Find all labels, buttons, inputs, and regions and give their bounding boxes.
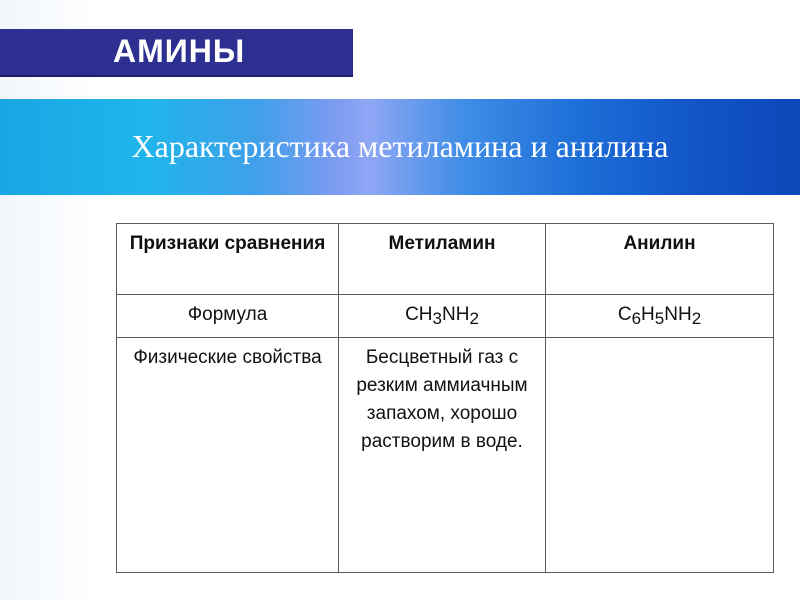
section-title: АМИНЫ [113,33,246,69]
section-title-box [0,29,353,77]
formula-part: NH [442,304,470,325]
formula-subscript: 6 [631,309,642,328]
comparison-table [116,223,774,573]
methylamine-physical: Бесцветный газ с резким аммиачным запахом, хорошо растворим в воде. [339,338,546,573]
formula-subscript: 3 [432,309,442,328]
header-methylamine: Метиламин [339,224,546,295]
header-criteria: Признаки сравнения [117,224,339,295]
formula-subscript: 2 [469,309,479,328]
methylamine-formula [339,295,546,338]
table-header-row [117,224,774,295]
table-row-physical [117,338,774,573]
formula-subscript: 5 [654,309,665,328]
physical-label: Физические свойства [117,338,339,573]
formula-part: CH [405,304,433,325]
table-row-formula [117,295,774,338]
formula-label: Формула [117,295,339,338]
aniline-physical [546,338,774,573]
formula-part: NH [664,304,692,325]
left-decor-strip [0,0,96,600]
aniline-formula [546,295,774,338]
formula-part: H [641,304,655,325]
header-aniline: Анилин [546,224,774,295]
slide-title: Характеристика метиламина и анилина [131,128,669,164]
formula-part: C [617,304,632,325]
formula-subscript: 2 [691,309,702,328]
